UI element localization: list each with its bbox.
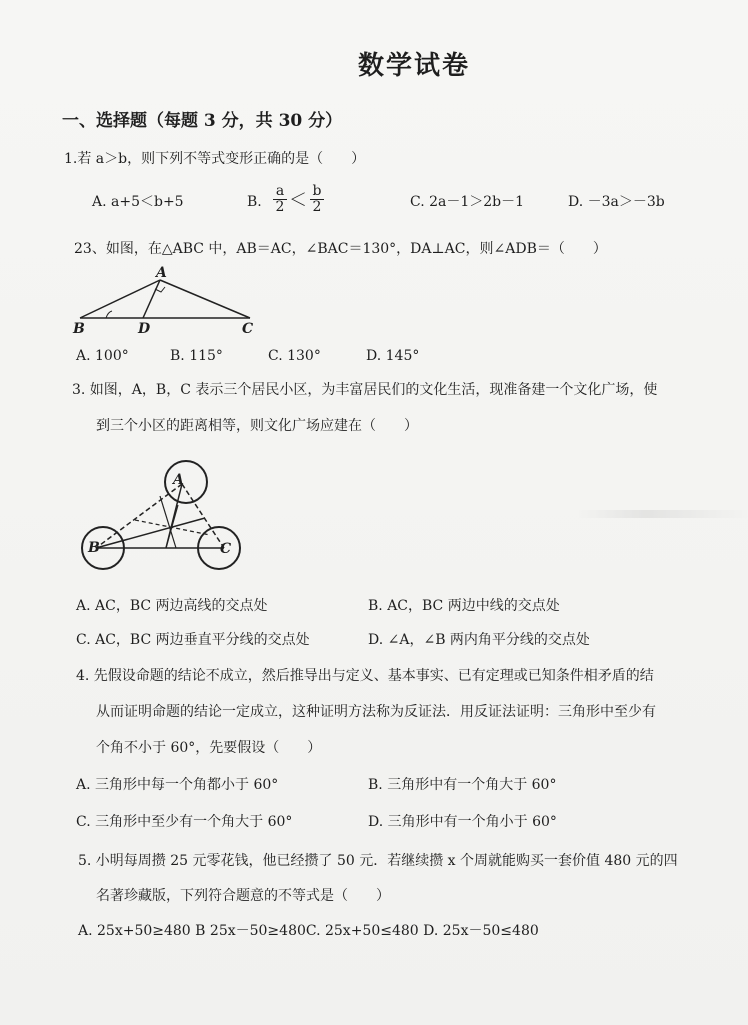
q1-option-b-operator: ＜ xyxy=(289,190,307,211)
q2-stem: 23、如图，在△ABC 中，AB＝AC，∠BAC＝130°，DA⊥AC，则∠ADB＝（ ） xyxy=(74,241,607,257)
q4-line-3: 个角不小于 60°，先要假设（ ） xyxy=(96,740,322,756)
q4-option-a: A. 三角形中每一个角都小于 60° xyxy=(76,777,279,793)
fraction-denominator: 2 xyxy=(275,199,285,215)
q1-option-b-label: B. xyxy=(247,194,262,210)
q3-label-b: B xyxy=(88,540,100,556)
q1-option-c: C. 2a－1＞2b－1 xyxy=(410,194,525,210)
fraction-numerator: a xyxy=(275,183,285,199)
fraction-denominator: 2 xyxy=(312,199,322,215)
q1-option-d: D. －3a＞－3b xyxy=(568,194,665,210)
q5-line-2: 名著珍藏版，下列符合题意的不等式是（ ） xyxy=(96,888,390,904)
q2-label-c: C xyxy=(242,321,254,337)
q1-stem: 1.若 a＞b，则下列不等式变形正确的是（ ） xyxy=(64,151,366,167)
q3-label-c: C xyxy=(220,541,232,557)
q3-option-b: B. AC，BC 两边中线的交点处 xyxy=(368,598,560,614)
q3-stem-line-2: 到三个小区的距离相等，则文化广场应建在（ ） xyxy=(96,418,418,434)
fraction-numerator: b xyxy=(312,183,322,199)
q2-option-d: D. 145° xyxy=(366,348,420,364)
q2-label-d: D xyxy=(138,321,151,337)
q3-option-c: C. AC，BC 两边垂直平分线的交点处 xyxy=(76,632,310,648)
q3-option-a: A. AC，BC 两边高线的交点处 xyxy=(76,598,268,614)
q2-option-a: A. 100° xyxy=(76,348,129,364)
q3-label-a: A xyxy=(173,472,184,488)
q4-option-d: D. 三角形中有一个角小于 60° xyxy=(368,814,557,830)
q3-option-d: D. ∠A，∠B 两内角平分线的交点处 xyxy=(368,632,590,648)
q4-line-1: 4. 先假设命题的结论不成立，然后推导出与定义、基本事实、已有定理或已知条件相矛盾的结 xyxy=(76,668,654,684)
section-heading: 一、选择题（每题 3 分，共 30 分） xyxy=(62,111,343,131)
page-title: 数学试卷 xyxy=(357,51,470,81)
q3-stem-line-1: 3. 如图，A，B，C 表示三个居民小区，为丰富居民们的文化生活，现准备建一个文化广场，使 xyxy=(72,382,658,398)
q4-option-b: B. 三角形中有一个角大于 60° xyxy=(368,777,557,793)
q4-line-2: 从而证明命题的结论一定成立，这种证明方法称为反证法．用反证法证明：三角形中至少有 xyxy=(96,704,656,720)
q5-line-1: 5. 小明每周攒 25 元零花钱，他已经攒了 50 元．若继续攒 x 个周就能购买一套价值 480 元的四 xyxy=(78,853,678,869)
q2-label-b: B xyxy=(73,321,85,337)
q1-option-a: A. a+5＜b+5 xyxy=(92,194,184,210)
q4-option-c: C. 三角形中至少有一个角大于 60° xyxy=(76,814,293,830)
q2-option-c: C. 130° xyxy=(268,348,321,364)
q5-options: A. 25x+50≥480 B 25x－50≥480C. 25x+50≤480 D. 25x－50≤480 xyxy=(78,923,539,939)
q2-label-a: A xyxy=(156,265,167,281)
q2-option-b: B. 115° xyxy=(170,348,223,364)
